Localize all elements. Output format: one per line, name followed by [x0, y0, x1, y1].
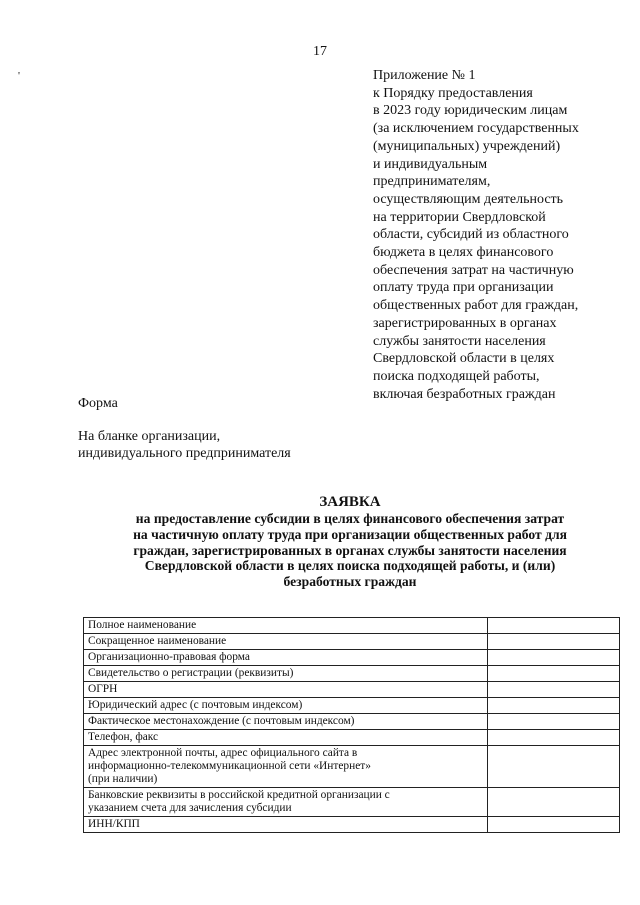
row-label [84, 634, 488, 650]
row-label-line: указанием счета для зачисления субсидии [88, 802, 292, 814]
appendix-line: и индивидуальным [373, 156, 488, 172]
row-label-line: Адрес электронной почты, адрес официального сайта в [88, 747, 358, 759]
table-row [84, 817, 620, 833]
appendix-block [373, 67, 623, 403]
appendix-line: поиска подходящей работы, [373, 368, 540, 384]
row-label-line: Свидетельство о регистрации (реквизиты) [88, 667, 294, 679]
appendix-line: зарегистрированных в органах [373, 315, 557, 331]
row-label [84, 650, 488, 666]
table-row [84, 650, 620, 666]
row-label [84, 666, 488, 682]
appendix-line: предпринимателям, [373, 174, 491, 190]
appendix-line: службы занятости населения [373, 333, 546, 349]
appendix-line: Приложение № 1 [373, 68, 476, 83]
table-row [84, 666, 620, 682]
table-row [84, 682, 620, 698]
appendix-line: (муниципальных) учреждений) [373, 138, 561, 154]
row-label-line: Фактическое местонахождение (с почтовым индексом) [88, 715, 355, 727]
table-row [84, 730, 620, 746]
form-label: Форма [78, 396, 118, 411]
appendix-line: оплату труда при организации [373, 280, 554, 296]
row-label-line: Сокращенное наименование [88, 635, 227, 647]
row-label-line: Банковские реквизиты в российской кредитной организации с [88, 789, 390, 801]
row-label-line: Полное наименование [88, 619, 197, 631]
row-label-line: Телефон, факс [88, 731, 159, 743]
subtitle-line: граждан, зарегистрированных в органах службы занятости населения [133, 542, 567, 558]
row-value-cell[interactable] [487, 788, 619, 817]
stray-mark: ' [18, 70, 20, 82]
row-label-line: Организационно-правовая форма [88, 651, 250, 663]
row-label [84, 714, 488, 730]
appendix-line: к Порядку предоставления [373, 85, 533, 101]
letterhead-line: На бланке организации, [78, 429, 221, 444]
appendix-line: Свердловской области в целях [373, 351, 555, 367]
row-value-cell[interactable] [487, 730, 619, 746]
page-number: 17 [313, 44, 327, 59]
appendix-line: области, субсидий из областного [373, 227, 569, 243]
letterhead-note [78, 428, 291, 462]
appendix-line: на территории Свердловской [373, 209, 546, 225]
row-label-line: ИНН/КПП [88, 818, 140, 830]
document-title: ЗАЯВКА [319, 494, 381, 510]
document-subtitle [60, 511, 640, 590]
appendix-line: (за исключением государственных [373, 121, 579, 137]
appendix-line: включая безработных граждан [373, 386, 556, 402]
table-row [84, 714, 620, 730]
row-value-cell[interactable] [487, 682, 619, 698]
row-label [84, 618, 488, 634]
appendix-line: обеспечения затрат на частичную [373, 262, 574, 278]
row-value-cell[interactable] [487, 634, 619, 650]
subtitle-line: безработных граждан [283, 574, 417, 590]
row-label [84, 698, 488, 714]
appendix-line: осуществляющим деятельность [373, 191, 564, 207]
table-row [84, 746, 620, 788]
row-label [84, 788, 488, 817]
row-label [84, 682, 488, 698]
row-label-line: (при наличии) [88, 773, 158, 785]
table-row [84, 788, 620, 817]
appendix-line: общественных работ для граждан, [373, 298, 579, 314]
letterhead-line: индивидуального предпринимателя [78, 446, 291, 461]
row-label [84, 817, 488, 833]
table-row [84, 634, 620, 650]
subtitle-line: Свердловской области в целях поиска подходящей работы, и (или) [144, 558, 556, 574]
appendix-line: бюджета в целях финансового [373, 245, 554, 261]
row-value-cell[interactable] [487, 817, 619, 833]
row-label [84, 746, 488, 788]
row-value-cell[interactable] [487, 618, 619, 634]
row-label [84, 730, 488, 746]
appendix-line: в 2023 году юридическим лицам [373, 103, 568, 119]
row-label-line: ОГРН [88, 683, 118, 695]
row-value-cell[interactable] [487, 698, 619, 714]
row-value-cell[interactable] [487, 650, 619, 666]
row-value-cell[interactable] [487, 714, 619, 730]
table-row [84, 618, 620, 634]
row-value-cell[interactable] [487, 666, 619, 682]
table-row [84, 698, 620, 714]
subtitle-line: на предоставление субсидии в целях финансового обеспечения затрат [135, 511, 565, 526]
applicant-info-table [83, 617, 620, 833]
row-label-line: Юридический адрес (с почтовым индексом) [88, 699, 303, 711]
subtitle-line: на частичную оплату труда при организации общественных работ для [133, 526, 567, 542]
row-label-line: информационно-телекоммуникационной сети «Интернет» [88, 760, 371, 772]
row-value-cell[interactable] [487, 746, 619, 788]
